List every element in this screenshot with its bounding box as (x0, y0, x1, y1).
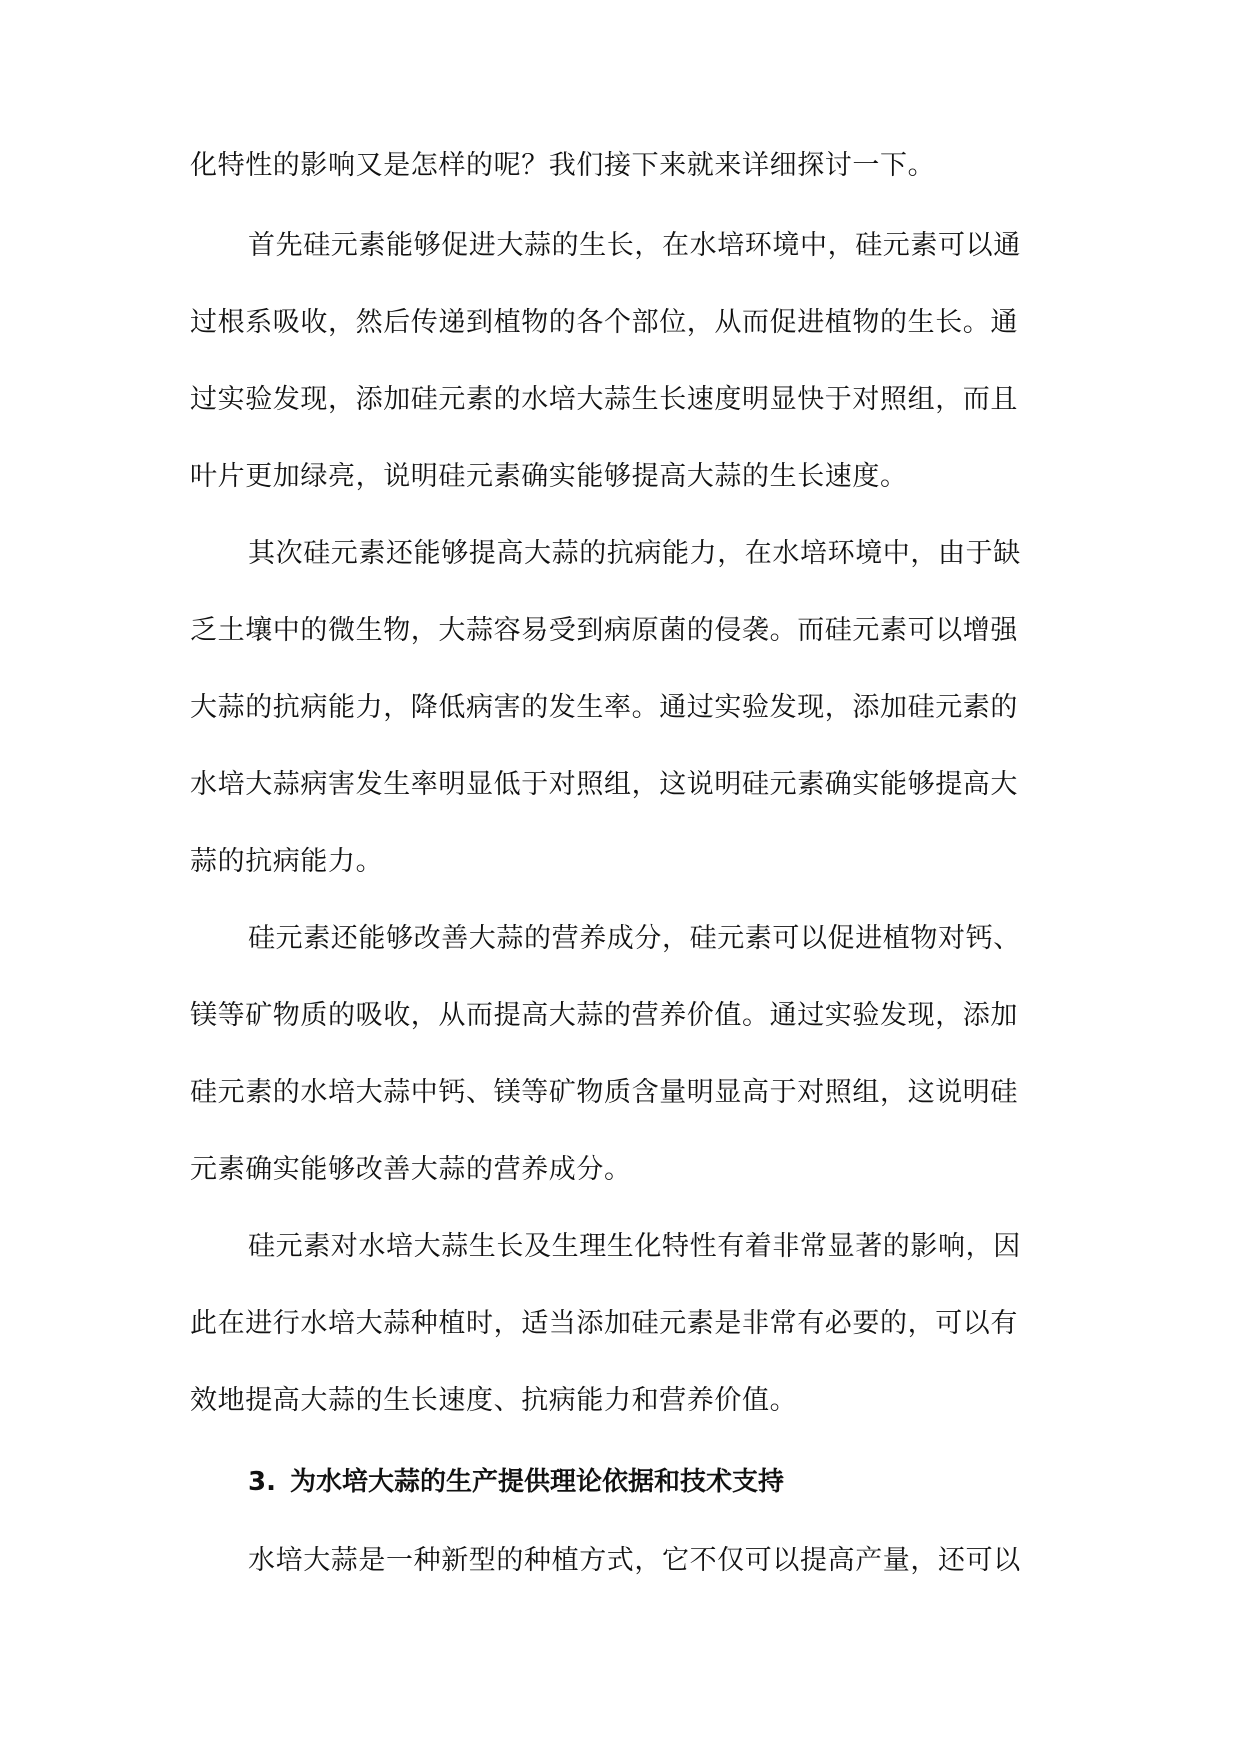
paragraph-line: 首先硅元素能够促进大蒜的生长，在水培环境中，硅元素可以通 (248, 230, 1021, 261)
paragraph-line: 乏土壤中的微生物，大蒜容易受到病原菌的侵袭。而硅元素可以增强 (190, 615, 1018, 646)
paragraph-line: 过实验发现，添加硅元素的水培大蒜生长速度明显快于对照组，而且 (190, 384, 1018, 415)
paragraph-line: 其次硅元素还能够提高大蒜的抗病能力，在水培环境中，由于缺 (248, 538, 1021, 569)
paragraph-line: 化特性的影响又是怎样的呢？我们接下来就来详细探讨一下。 (190, 150, 936, 181)
section-heading (248, 1462, 1048, 1502)
paragraph-line: 硅元素还能够改善大蒜的营养成分，硅元素可以促进植物对钙、 (248, 923, 1021, 954)
paragraph-line: 蒜的抗病能力。 (190, 846, 384, 877)
paragraph-line: 效地提高大蒜的生长速度、抗病能力和营养价值。 (190, 1385, 798, 1416)
paragraph-line: 水培大蒜是一种新型的种植方式，它不仅可以提高产量，还可以 (248, 1545, 1021, 1576)
paragraph-line: 叶片更加绿亮，说明硅元素确实能够提高大蒜的生长速度。 (190, 461, 908, 492)
paragraph-line: 硅元素对水培大蒜生长及生理生化特性有着非常显著的影响，因 (248, 1231, 1021, 1262)
paragraph-line: 此在进行水培大蒜种植时，适当添加硅元素是非常有必要的，可以有 (190, 1308, 1018, 1339)
paragraph-line: 大蒜的抗病能力，降低病害的发生率。通过实验发现，添加硅元素的 (190, 692, 1018, 723)
paragraph-line: 水培大蒜病害发生率明显低于对照组，这说明硅元素确实能够提高大 (190, 769, 1018, 800)
paragraph-line: 硅元素的水培大蒜中钙、镁等矿物质含量明显高于对照组，这说明硅 (190, 1077, 1018, 1108)
paragraph-line: 元素确实能够改善大蒜的营养成分。 (190, 1154, 632, 1185)
paragraph-line: 镁等矿物质的吸收，从而提高大蒜的营养价值。通过实验发现，添加 (190, 1000, 1018, 1031)
paragraph-line: 过根系吸收，然后传递到植物的各个部位，从而促进植物的生长。通 (190, 307, 1018, 338)
section-title: 为水培大蒜的生产提供理论依据和技术支持 (289, 1467, 784, 1497)
section-number: 3. (248, 1467, 276, 1497)
